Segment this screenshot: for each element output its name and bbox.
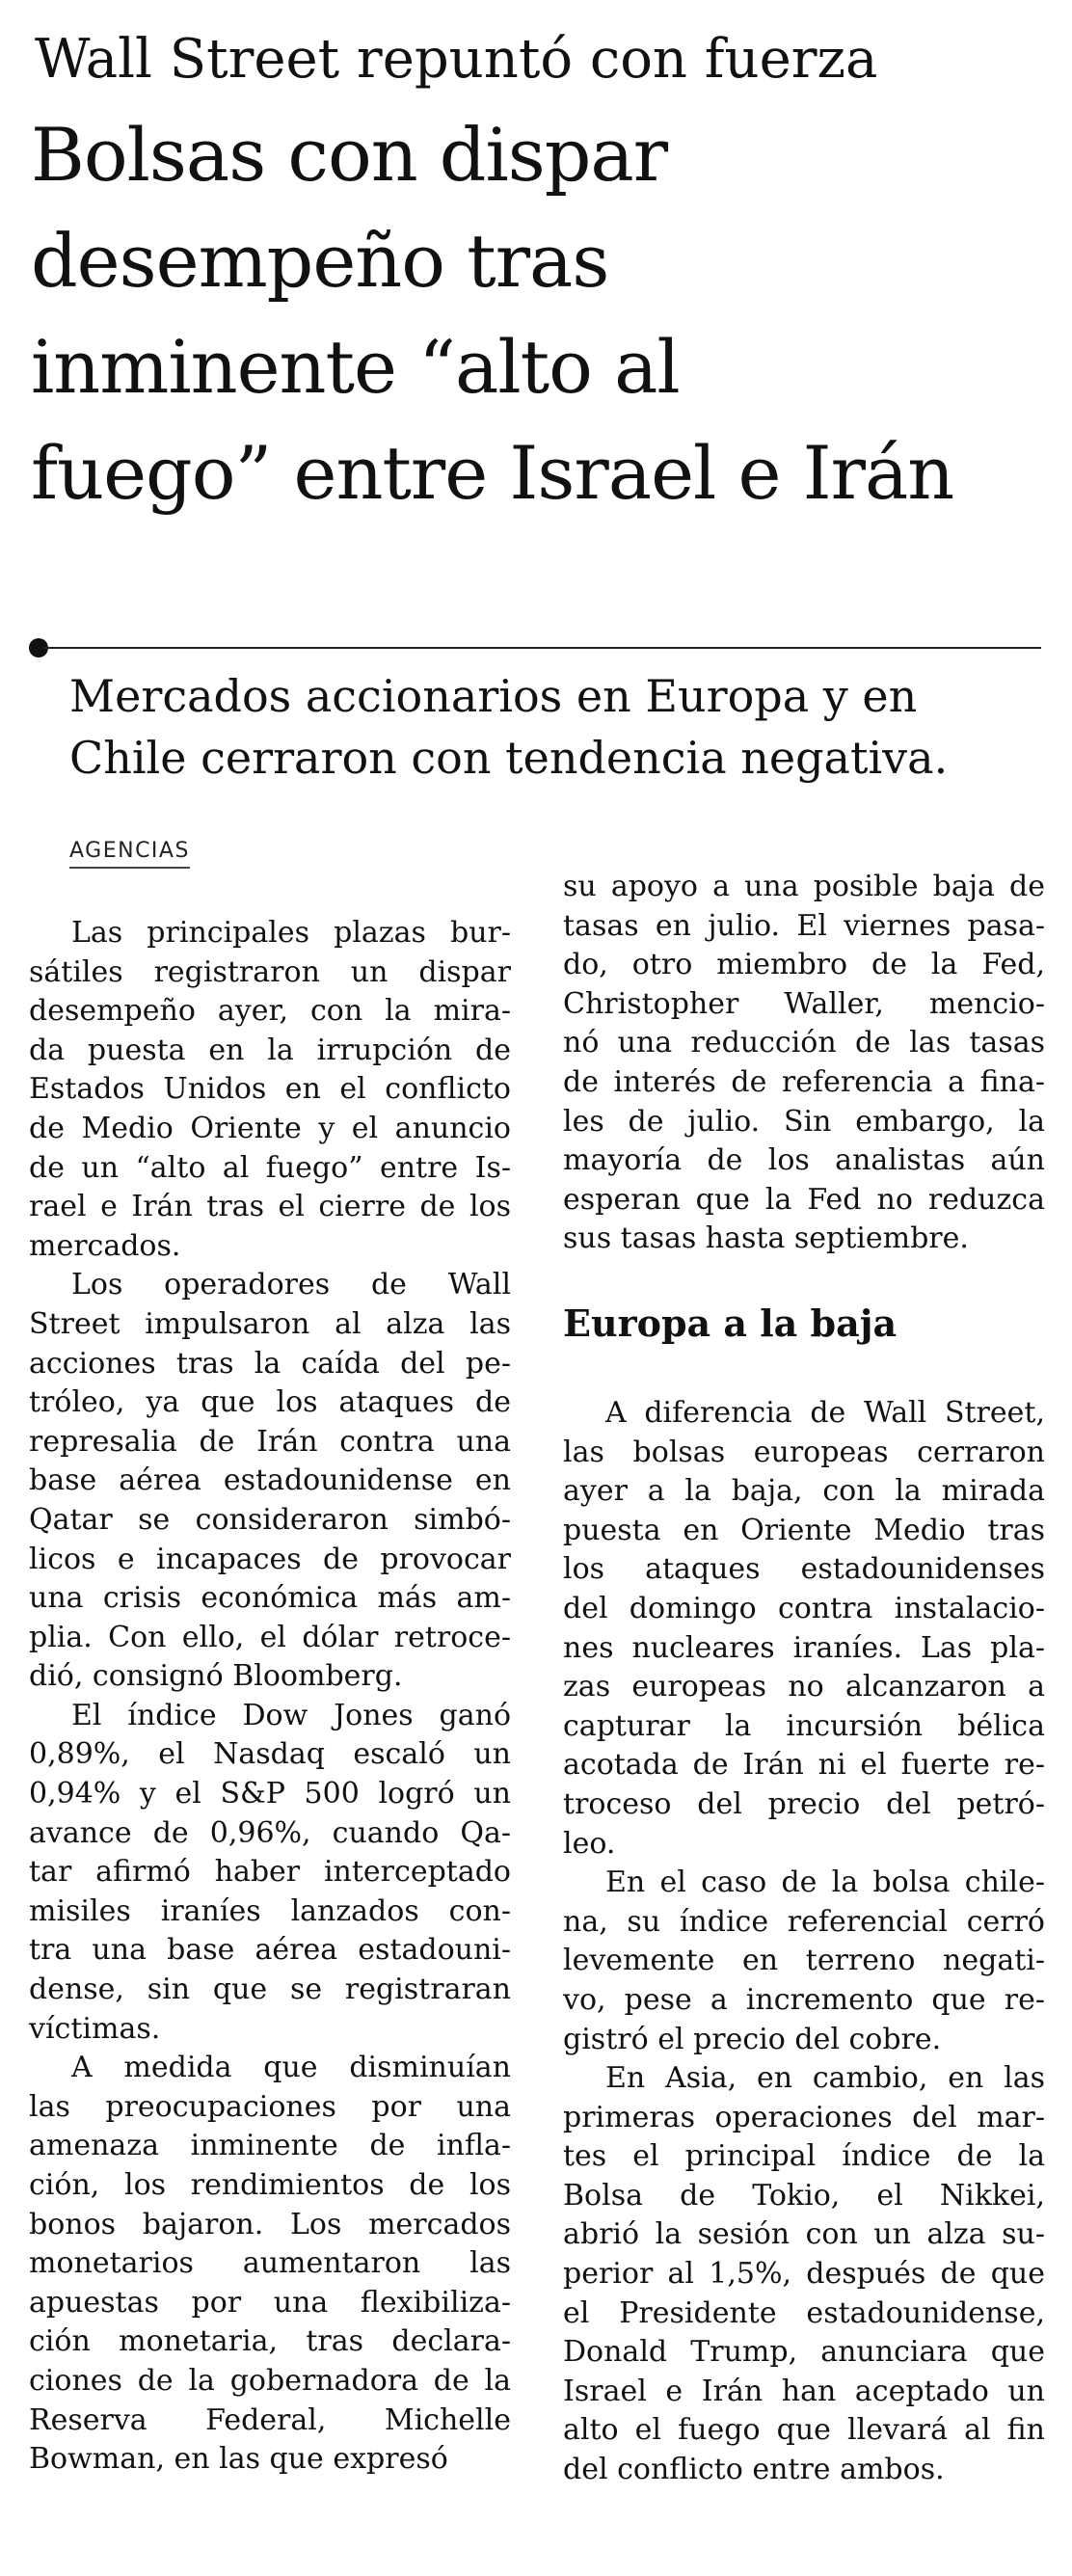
body-text-line: los ataques estadounidenses bbox=[563, 1552, 1045, 1587]
body-text-line: ción monetaria, tras declara- bbox=[29, 2324, 511, 2359]
body-text-line: Reserva Federal, Michelle bbox=[29, 2402, 511, 2437]
body-text-line: esperan que la Fed no reduzca bbox=[563, 1182, 1045, 1217]
headline-line: inminente “alto al bbox=[31, 324, 680, 410]
body-text-line: Israel e Irán han aceptado un bbox=[563, 2374, 1045, 2408]
body-text-line: A diferencia de Wall Street, bbox=[605, 1396, 1045, 1430]
body-text-line: A medida que disminuían bbox=[71, 2051, 511, 2085]
body-text-line: nes nucleares iraníes. Las pla- bbox=[563, 1630, 1045, 1665]
body-text-line: acciones tras la caída del pe- bbox=[29, 1346, 511, 1381]
body-text-line: Estados Unidos en el conflicto bbox=[29, 1072, 511, 1107]
kicker: Wall Street repuntó con fuerza bbox=[35, 28, 878, 91]
source-credit: AGENCIAS bbox=[69, 839, 190, 869]
body-text-line: les de julio. Sin embargo, la bbox=[563, 1104, 1045, 1139]
body-text-line: sátiles registraron un dispar bbox=[29, 954, 511, 989]
body-text-line: mayoría de los analistas aún bbox=[563, 1143, 1045, 1178]
body-text-line: levemente en terreno negati- bbox=[563, 1944, 1045, 1978]
body-text-line: represalia de Irán contra una bbox=[29, 1424, 511, 1459]
body-text-line: na, su índice referencial cerró bbox=[563, 1904, 1045, 1939]
body-text-line: ciones de la gobernadora de la bbox=[29, 2363, 511, 2398]
body-text-line: plia. Con ello, el dólar retroce- bbox=[29, 1620, 511, 1654]
right-column-body-bottom bbox=[563, 1394, 1045, 2490]
body-text-line: 0,94% y el S&P 500 logró un bbox=[29, 1777, 511, 1811]
body-text-line: las preocupaciones por una bbox=[29, 2089, 511, 2124]
body-text-line: Los operadores de Wall bbox=[71, 1268, 511, 1302]
body-text-line: 0,89%, el Nasdaq escaló un bbox=[29, 1737, 511, 1772]
deck-subtitle bbox=[69, 665, 1053, 789]
headline bbox=[31, 102, 1062, 526]
body-text-line: abrió la sesión con un alza su- bbox=[563, 2217, 1045, 2252]
body-text-line: desempeño ayer, con la mira- bbox=[29, 994, 511, 1029]
body-text-line: bonos bajaron. Los mercados bbox=[29, 2207, 511, 2241]
body-text-line: dió, consignó Bloomberg. bbox=[29, 1659, 403, 1694]
body-text-line: las bolsas europeas cerraron bbox=[563, 1435, 1045, 1469]
body-text-line: rael e Irán tras el cierre de los bbox=[29, 1190, 511, 1224]
body-text-line: base aérea estadounidense en bbox=[29, 1463, 511, 1498]
body-text-line: Bolsa de Tokio, el Nikkei, bbox=[563, 2178, 1045, 2213]
body-text-line: una crisis económica más am- bbox=[29, 1581, 511, 1616]
body-text-line: El índice Dow Jones ganó bbox=[71, 1698, 511, 1732]
body-text-line: Christopher Waller, mencio- bbox=[563, 986, 1045, 1021]
body-text-line: tróleo, ya que los ataques de bbox=[29, 1385, 511, 1420]
body-text-line: tasas en julio. El viernes pasa- bbox=[563, 908, 1045, 943]
body-text-line: mercados. bbox=[29, 1228, 181, 1263]
body-text-line: ayer a la baja, con la mirada bbox=[563, 1474, 1045, 1509]
body-text-line: Bowman, en las que expresó bbox=[29, 2442, 448, 2477]
body-text-line: del domingo contra instalacio- bbox=[563, 1591, 1045, 1625]
body-text-line: de interés de referencia a fina- bbox=[563, 1064, 1045, 1099]
body-text-line: gistró el precio del cobre. bbox=[563, 2022, 942, 2056]
body-text-line: apuestas por una flexibiliza- bbox=[29, 2285, 511, 2320]
body-text-line: da puesta en la irrupción de bbox=[29, 1033, 511, 1067]
right-column-body-top bbox=[563, 868, 1045, 1259]
body-text-line: acotada de Irán ni el fuerte re- bbox=[563, 1748, 1045, 1783]
deck-line: Mercados accionarios en Europa y en bbox=[69, 670, 918, 722]
headline-line: Bolsas con dispar bbox=[31, 112, 668, 198]
body-text-line: tra una base aérea estadouni- bbox=[29, 1933, 511, 1968]
body-text-line: de un “alto al fuego” entre Is- bbox=[29, 1150, 511, 1185]
headline-line: fuego” entre Israel e Irán bbox=[31, 430, 954, 516]
body-text-line: el Presidente estadounidense, bbox=[563, 2295, 1045, 2330]
body-text-line: primeras operaciones del mar- bbox=[563, 2100, 1045, 2134]
body-text-line: nó una reducción de las tasas bbox=[563, 1026, 1045, 1060]
body-text-line: dense, sin que se registraran bbox=[29, 1972, 511, 2007]
body-text-line: tar afirmó haber interceptado bbox=[29, 1855, 511, 1890]
body-text-line: Qatar se consideraron simbó- bbox=[29, 1502, 511, 1537]
section-subhead: Europa a la baja bbox=[563, 1301, 898, 1345]
body-text-line: avance de 0,96%, cuando Qa- bbox=[29, 1815, 511, 1850]
body-text-line: del conflicto entre ambos. bbox=[563, 2453, 945, 2487]
body-text-line: tes el principal índice de la bbox=[563, 2139, 1045, 2174]
body-text-line: perior al 1,5%, después de que bbox=[563, 2257, 1045, 2292]
body-text-line: leo. bbox=[563, 1826, 616, 1861]
body-text-line: víctimas. bbox=[29, 2011, 161, 2046]
bullet-rule-divider bbox=[29, 636, 1041, 661]
body-text-line: monetarios aumentaron las bbox=[29, 2246, 511, 2281]
body-text-line: amenaza inminente de infla- bbox=[29, 2129, 511, 2163]
headline-line: desempeño tras bbox=[31, 218, 609, 304]
body-text-line: troceso del precio del petró- bbox=[563, 1786, 1045, 1821]
body-text-line: Donald Trump, anunciara que bbox=[563, 2335, 1045, 2370]
body-text-line: puesta en Oriente Medio tras bbox=[563, 1513, 1045, 1547]
body-text-line: ción, los rendimientos de los bbox=[29, 2168, 511, 2202]
body-text-line: Street impulsaron al alza las bbox=[29, 1306, 511, 1341]
body-text-line: vo, pese a incremento que re- bbox=[563, 1982, 1045, 2017]
divider-line bbox=[42, 647, 1041, 649]
deck-line: Chile cerraron con tendencia negativa. bbox=[69, 732, 949, 784]
body-text-line: capturar la incursión bélica bbox=[563, 1708, 1045, 1743]
body-text-line: En Asia, en cambio, en las bbox=[605, 2061, 1045, 2096]
body-text-line: sus tasas hasta septiembre. bbox=[563, 1221, 969, 1256]
body-text-line: misiles iraníes lanzados con- bbox=[29, 1893, 511, 1928]
body-text-line: licos e incapaces de provocar bbox=[29, 1542, 511, 1576]
left-column-body bbox=[29, 914, 511, 2480]
body-text-line: su apoyo a una posible baja de bbox=[563, 870, 1045, 903]
body-text-line: zas europeas no alcanzaron a bbox=[563, 1670, 1045, 1704]
body-text-line: de Medio Oriente y el anuncio bbox=[29, 1111, 511, 1145]
body-text-line: alto el fuego que llevará al fin bbox=[563, 2413, 1045, 2448]
body-text-line: Las principales plazas bur- bbox=[71, 916, 511, 950]
body-text-line: En el caso de la bolsa chile- bbox=[605, 1865, 1045, 1900]
body-text-line: do, otro miembro de la Fed, bbox=[563, 948, 1045, 982]
